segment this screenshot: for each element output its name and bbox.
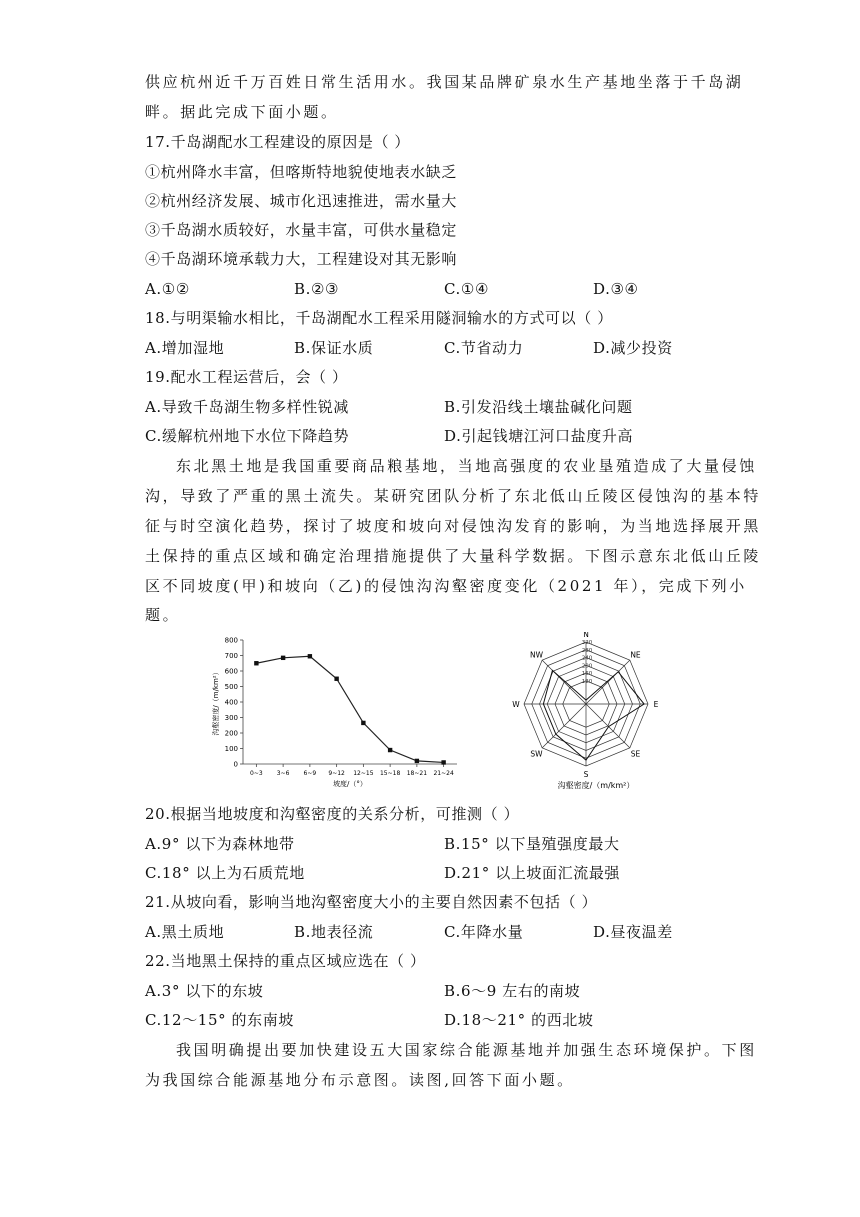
radar-ring-label: 200 [581, 663, 593, 670]
q21-option-b: B.地表径流 [294, 923, 374, 941]
radar-ring-label: 120 [581, 678, 593, 685]
data-point [334, 677, 338, 681]
y-axis-label: 沟壑密度/（m/km²） [212, 668, 220, 736]
q19-option-d: D.引起钱塘江河口盐度升高 [444, 427, 634, 445]
q17-statement-3: ③千岛湖水质较好，水量丰富，可供水量稳定 [145, 221, 458, 239]
q17-statement-2: ②杭州经济发展、城市化迅速推进，需水量大 [145, 192, 458, 210]
q19-stem: 19.配水工程运营后，会（ ） [145, 368, 348, 386]
x-tick-label: 15~18 [379, 770, 401, 777]
q22-option-a: A.3° 以下的东坡 [145, 982, 264, 1000]
y-tick-label: 600 [224, 667, 238, 676]
q22-stem: 22.当地黑土保持的重点区域应选在（ ） [145, 952, 426, 970]
y-tick-label: 200 [224, 729, 238, 738]
q20-stem: 20.根据当地坡度和沟壑密度的关系分析，可推测（ ） [145, 805, 520, 823]
x-axis-label: 坡度/（°） [333, 780, 367, 788]
y-tick-label: 800 [224, 636, 238, 645]
q18-option-c: C.节省动力 [444, 339, 524, 357]
q21-option-c: C.年降水量 [444, 923, 524, 941]
x-tick-label: 21~24 [433, 770, 454, 777]
data-point [415, 759, 419, 763]
x-tick-label: 0~3 [250, 770, 263, 777]
y-tick-label: 400 [224, 698, 238, 707]
direction-label: NW [529, 650, 544, 660]
direction-label: S [583, 770, 589, 779]
slope-density-line-chart [205, 632, 465, 790]
passage2-line-1: 东北黑土地是我国重要商品粮基地，当地高强度的农业垦殖造成了大量侵蚀 [176, 457, 757, 475]
radar-ring-label: 320 [581, 640, 593, 646]
passage2-line-4: 土保持的重点区域和确定治理措施提供了大量科学数据。下图示意东北低山丘陵 [145, 547, 762, 565]
x-tick-label: 3~6 [276, 770, 290, 777]
y-tick-label: 0 [233, 760, 238, 769]
y-tick-label: 700 [224, 652, 238, 660]
aspect-density-radar-chart [498, 632, 698, 794]
radar-ring-label: 280 [581, 647, 593, 654]
series-line [256, 656, 443, 762]
q20-option-c: C.18° 以上为石质荒地 [145, 864, 305, 882]
q17-statement-1: ①杭州降水丰富，但喀斯特地貌使地表水缺乏 [145, 163, 458, 181]
q17-option-c: C.①④ [444, 280, 490, 298]
q17-option-a: A.①② [145, 280, 190, 298]
q22-option-c: C.12～15° 的东南坡 [145, 1011, 294, 1029]
direction-label: W [512, 700, 520, 709]
data-point [254, 661, 258, 665]
radar-axis-label: 沟壑密度/（m/km²） [557, 781, 635, 790]
q22-option-b: B.6～9 左右的南坡 [444, 982, 581, 1000]
direction-label: SE [630, 749, 641, 759]
direction-label: SW [530, 749, 543, 759]
passage2-line-3: 征与时空演化趋势，探讨了坡度和坡向对侵蚀沟发育的影响，为当地选择展开黑 [145, 517, 762, 535]
direction-label: E [653, 700, 659, 709]
q18-stem: 18.与明渠输水相比，千岛湖配水工程采用隧洞输水的方式可以（ ） [145, 309, 613, 327]
x-tick-label: 12~15 [353, 770, 374, 777]
direction-label: NE [630, 650, 641, 660]
radar-ring-label: 160 [581, 671, 593, 677]
data-point [361, 721, 365, 725]
q19-option-b: B.引发沿线土壤盐碱化问题 [444, 398, 633, 416]
q20-option-b: B.15° 以下垦殖强度最大 [444, 835, 620, 853]
passage2-line-2: 沟，导致了严重的黑土流失。某研究团队分析了东北低山丘陵区侵蚀沟的基本特 [145, 487, 762, 505]
intro-line-1: 供应杭州近千万百姓日常生活用水。我国某品牌矿泉水生产基地坐落于千岛湖 [145, 73, 744, 91]
y-tick-label: 500 [224, 683, 238, 691]
q20-option-a: A.9° 以下为森林地带 [145, 835, 295, 853]
data-point [441, 760, 445, 764]
passage3-line-2: 为我国综合能源基地分布示意图。读图,回答下面小题。 [145, 1071, 575, 1089]
q18-option-a: A.增加湿地 [145, 339, 225, 357]
passage3-line-1: 我国明确提出要加快建设五大国家综合能源基地并加强生态环境保护。下图 [176, 1041, 757, 1059]
x-tick-label: 18~21 [406, 770, 428, 777]
radar-ring-label: 240 [581, 655, 593, 662]
q21-option-a: A.黑土质地 [145, 923, 225, 941]
intro-line-2: 畔。据此完成下面小题。 [145, 103, 339, 121]
data-point [281, 656, 285, 660]
q21-stem: 21.从坡向看，影响当地沟壑密度大小的主要自然因素不包括（ ） [145, 893, 598, 911]
data-point [388, 748, 392, 752]
q20-option-d: D.21° 以上坡面汇流最强 [444, 864, 621, 882]
y-tick-label: 300 [224, 714, 238, 722]
passage2-line-5: 区不同坡度(甲)和坡向（乙)的侵蚀沟沟壑密度变化（2021 年），完成下列小 [145, 577, 747, 595]
q17-option-b: B.②③ [294, 280, 340, 298]
q17-statement-4: ④千岛湖环境承载力大，工程建设对其无影响 [145, 250, 458, 268]
q18-option-b: B.保证水质 [294, 339, 374, 357]
q21-option-d: D.昼夜温差 [593, 923, 673, 941]
x-tick-label: 9~12 [328, 770, 345, 777]
passage2-line-6: 题。 [145, 606, 181, 624]
q17-option-d: D.③④ [593, 280, 639, 298]
q17-stem: 17.千岛湖配水工程建设的原因是（ ） [145, 133, 411, 151]
x-tick-label: 6~9 [303, 770, 317, 777]
y-tick-label: 100 [224, 745, 238, 753]
direction-label: N [583, 632, 589, 639]
q22-option-d: D.18～21° 的西北坡 [444, 1011, 594, 1029]
data-point [308, 654, 312, 658]
q19-option-a: A.导致千岛湖生物多样性锐减 [145, 398, 350, 416]
q18-option-d: D.减少投资 [593, 339, 673, 357]
q19-option-c: C.缓解杭州地下水位下降趋势 [145, 427, 350, 445]
